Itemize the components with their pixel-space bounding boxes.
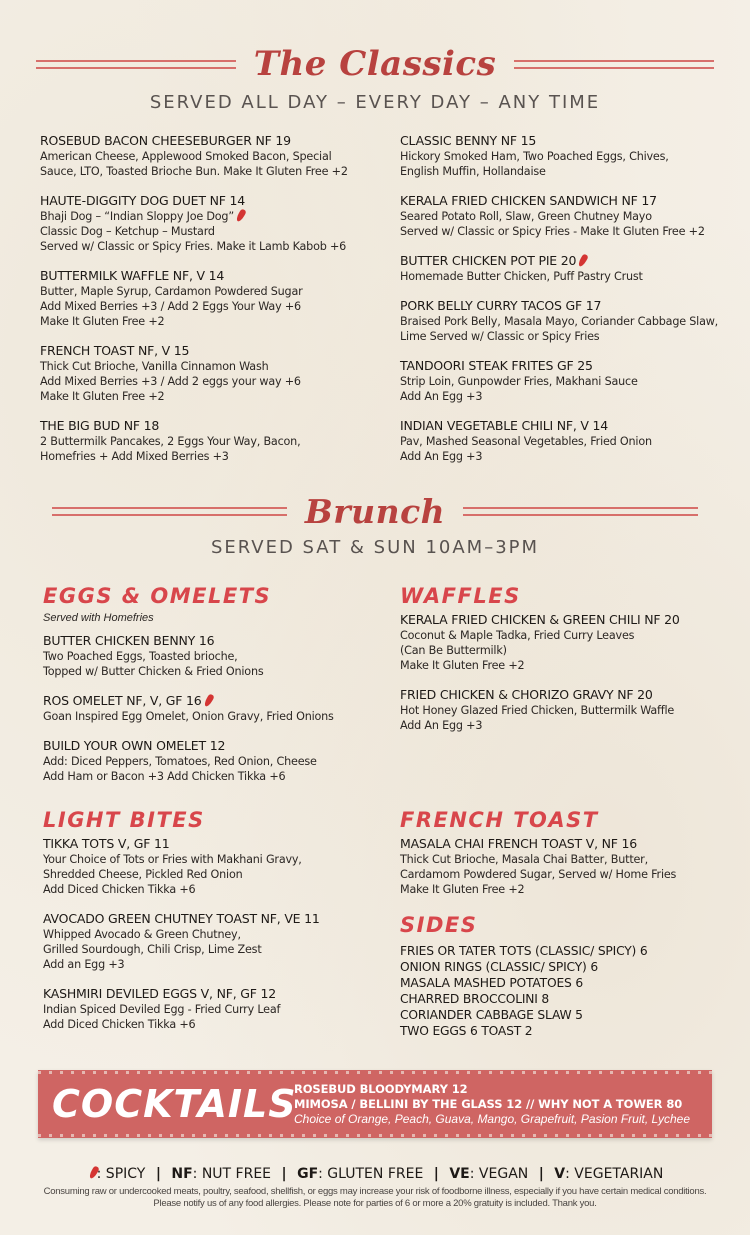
- item-desc: Make It Gluten Free +2: [400, 659, 525, 672]
- item-desc: Sauce, LTO, Toasted Brioche Bun. Make It Gluten Free +2: [40, 165, 348, 178]
- cocktail-flavors: Choice of Orange, Peach, Guava, Mango, Grapefruit, Pasion Fruit, Lychee: [294, 1111, 690, 1126]
- item-desc: Hickory Smoked Ham, Two Poached Eggs, Chives,: [400, 150, 669, 163]
- legend-spicy: : SPICY: [96, 1166, 146, 1182]
- item-desc: Goan Inspired Egg Omelet, Onion Gravy, Fried Onions: [43, 710, 334, 723]
- item-desc: American Cheese, Applewood Smoked Bacon, Special: [40, 150, 332, 163]
- classics-header: [0, 44, 750, 113]
- item-name: BUILD YOUR OWN OMELET 12: [43, 738, 226, 753]
- item-desc: Cardamom Powdered Sugar, Served w/ Home Fries: [400, 868, 677, 881]
- item-desc: Classic Dog – Ketchup – Mustard: [40, 225, 215, 238]
- legend-code-gf: GF: [297, 1166, 319, 1182]
- menu-item: [400, 687, 745, 733]
- menu-item: [43, 738, 388, 784]
- classics-subtitle: SERVED ALL DAY – EVERY DAY – ANY TIME: [149, 92, 601, 113]
- menu-item: [400, 253, 745, 284]
- brunch-header: [0, 492, 750, 558]
- legend-label-gf: : GLUTEN FREE: [318, 1166, 424, 1182]
- menu-item: [40, 268, 385, 329]
- item-name: BUTTERMILK WAFFLE NF, V 14: [40, 268, 225, 283]
- sides-section: [400, 913, 745, 1039]
- menu-item: [40, 418, 385, 464]
- legend-label-ve: : VEGAN: [469, 1166, 529, 1182]
- legend-separator: |: [155, 1166, 161, 1182]
- menu-item: [43, 693, 388, 724]
- category-title: FRENCH TOAST: [400, 808, 599, 832]
- menu-item: [40, 133, 385, 179]
- item-name: [43, 693, 388, 709]
- item-desc: Shredded Cheese, Pickled Red Onion: [43, 868, 243, 881]
- menu-item: [400, 418, 745, 464]
- menu-item: [400, 358, 745, 404]
- category-title: LIGHT BITES: [43, 808, 205, 832]
- item-desc: Coconut & Maple Tadka, Fried Curry Leaves: [400, 629, 635, 642]
- item-desc: Indian Spiced Deviled Egg - Fried Curry Leaf: [43, 1003, 281, 1016]
- item-name: KASHMIRI DEVILED EGGS V, NF, GF 12: [43, 986, 277, 1001]
- category-title: EGGS & OMELETS: [43, 584, 272, 608]
- item-desc-text: Bhaji Dog – “Indian Sloppy Joe Dog”: [40, 210, 234, 223]
- chili-pepper-icon: [577, 253, 589, 267]
- item-name: [400, 253, 745, 269]
- item-name-text: ROS OMELET NF, V, GF 16: [43, 693, 202, 708]
- item-desc: Served w/ Classic or Spicy Fries. Make it Lamb Kabob +6: [40, 240, 347, 253]
- item-name: FRENCH TOAST NF, V 15: [40, 343, 190, 358]
- brunch-subtitle: SERVED SAT & SUN 10AM–3PM: [210, 537, 540, 558]
- menu-item: [400, 836, 745, 897]
- brunch-title: Brunch: [304, 492, 446, 531]
- side-item: MASALA MASHED POTATOES 6: [400, 976, 583, 990]
- decorative-rule-right: [514, 60, 714, 69]
- item-name: TIKKA TOTS V, GF 11: [43, 836, 170, 851]
- item-desc: Add Diced Chicken Tikka +6: [43, 1018, 196, 1031]
- item-desc: Add Mixed Berries +3 / Add 2 eggs your way +6: [40, 375, 301, 388]
- item-name: PORK BELLY CURRY TACOS GF 17: [400, 298, 602, 313]
- item-name-text: BUTTER CHICKEN POT PIE 20: [400, 253, 577, 268]
- item-desc: [40, 209, 385, 224]
- side-item: TWO EGGS 6 TOAST 2: [400, 1024, 533, 1038]
- cocktails-banner: [38, 1070, 712, 1138]
- item-desc: Thick Cut Brioche, Vanilla Cinnamon Wash: [40, 360, 269, 373]
- legend-label-nf: : NUT FREE: [192, 1166, 272, 1182]
- item-desc: Grilled Sourdough, Chili Crisp, Lime Zest: [43, 943, 262, 956]
- classics-right-column: [400, 133, 745, 478]
- item-desc: Make It Gluten Free +2: [40, 315, 165, 328]
- item-desc: Hot Honey Glazed Fried Chicken, Buttermilk Waffle: [400, 704, 675, 717]
- item-name: MASALA CHAI FRENCH TOAST V, NF 16: [400, 836, 638, 851]
- item-desc: Braised Pork Belly, Masala Mayo, Coriander Cabbage Slaw,: [400, 315, 719, 328]
- menu-item: [40, 193, 385, 254]
- menu-item: [400, 612, 745, 673]
- menu-item: [43, 633, 388, 679]
- item-name: INDIAN VEGETABLE CHILI NF, V 14: [400, 418, 609, 433]
- menu-item: [43, 986, 388, 1032]
- item-desc: Whipped Avocado & Green Chutney,: [43, 928, 241, 941]
- disclaimer-line: Please notify us of any food allergies. Please note for parties of 6 or more a 20% gratuity is included. Thank you.: [153, 1198, 597, 1209]
- item-name: ROSEBUD BACON CHEESEBURGER NF 19: [40, 133, 291, 148]
- item-desc: 2 Buttermilk Pancakes, 2 Eggs Your Way, Bacon,: [40, 435, 301, 448]
- legend-code-v: V: [554, 1166, 566, 1182]
- item-desc: Seared Potato Roll, Slaw, Green Chutney Mayo: [400, 210, 652, 223]
- menu-item: [43, 836, 388, 897]
- item-desc: (Can Be Buttermilk): [400, 644, 507, 657]
- item-desc: Thick Cut Brioche, Masala Chai Batter, Butter,: [400, 853, 648, 866]
- item-desc: Make It Gluten Free +2: [400, 883, 525, 896]
- side-item: CHARRED BROCCOLINI 8: [400, 992, 550, 1006]
- category-title: WAFFLES: [400, 584, 521, 608]
- item-name: KERALA FRIED CHICKEN SANDWICH NF 17: [400, 193, 657, 208]
- cocktails-title: COCKTAILS: [52, 1082, 297, 1126]
- item-name: FRIED CHICKEN & CHORIZO GRAVY NF 20: [400, 687, 653, 702]
- cocktails-list: [294, 1082, 690, 1127]
- decorative-rule-right: [463, 507, 698, 516]
- item-desc: Served w/ Classic or Spicy Fries - Make It Gluten Free +2: [400, 225, 705, 238]
- side-item: CORIANDER CABBAGE SLAW 5: [400, 1008, 583, 1022]
- light-bites-section: [43, 808, 388, 1046]
- item-desc: Butter, Maple Syrup, Cardamon Powdered Sugar: [40, 285, 303, 298]
- item-desc: Pav, Mashed Seasonal Vegetables, Fried Onion: [400, 435, 652, 448]
- item-desc: Add Diced Chicken Tikka +6: [43, 883, 196, 896]
- item-desc: Add An Egg +3: [400, 719, 483, 732]
- item-desc: Two Poached Eggs, Toasted brioche,: [43, 650, 238, 663]
- dietary-legend: [0, 1166, 750, 1182]
- item-desc: Add: Diced Peppers, Tomatoes, Red Onion, Cheese: [43, 755, 317, 768]
- legend-label-v: : VEGETARIAN: [565, 1166, 664, 1182]
- cocktail-item: MIMOSA / BELLINI BY THE GLASS 12 // WHY NOT A TOWER 80: [294, 1096, 683, 1111]
- item-name: KERALA FRIED CHICKEN & GREEN CHILI NF 20: [400, 612, 680, 627]
- item-desc: Make It Gluten Free +2: [40, 390, 165, 403]
- side-item: ONION RINGS (CLASSIC/ SPICY) 6: [400, 960, 598, 974]
- item-name: CLASSIC BENNY NF 15: [400, 133, 537, 148]
- french-toast-section: [400, 808, 745, 911]
- item-desc: Lime Served w/ Classic or Spicy Fries: [400, 330, 600, 343]
- menu-item: [400, 133, 745, 179]
- item-name: BUTTER CHICKEN BENNY 16: [43, 633, 215, 648]
- decorative-rule-left: [36, 60, 236, 69]
- decorative-rule-left: [52, 507, 287, 516]
- menu-item: [43, 911, 388, 972]
- item-desc: English Muffin, Hollandaise: [400, 165, 546, 178]
- classics-left-column: [40, 133, 385, 478]
- menu-item: [400, 298, 745, 344]
- item-desc: Add Ham or Bacon +3 Add Chicken Tikka +6: [43, 770, 286, 783]
- legend-separator: |: [538, 1166, 544, 1182]
- item-desc: Homefries + Add Mixed Berries +3: [40, 450, 229, 463]
- category-title: SIDES: [400, 913, 478, 937]
- item-name: TANDOORI STEAK FRITES GF 25: [400, 358, 593, 373]
- item-name: THE BIG BUD NF 18: [40, 418, 160, 433]
- item-desc: Topped w/ Butter Chicken & Fried Onions: [43, 665, 264, 678]
- item-desc: Add an Egg +3: [43, 958, 125, 971]
- category-note: Served with Homefries: [43, 612, 154, 624]
- item-desc: Strip Loin, Gunpowder Fries, Makhani Sauce: [400, 375, 638, 388]
- item-name: AVOCADO GREEN CHUTNEY TOAST NF, VE 11: [43, 911, 320, 926]
- classics-title: The Classics: [253, 44, 497, 84]
- item-desc: Add An Egg +3: [400, 450, 483, 463]
- item-desc: Your Choice of Tots or Fries with Makhani Gravy,: [43, 853, 302, 866]
- legend-separator: |: [433, 1166, 439, 1182]
- eggs-omelets-section: [43, 584, 388, 798]
- item-desc: Add Mixed Berries +3 / Add 2 Eggs Your Way +6: [40, 300, 301, 313]
- legend-separator: |: [281, 1166, 287, 1182]
- legend-code-nf: NF: [171, 1166, 193, 1182]
- item-desc: Add An Egg +3: [400, 390, 483, 403]
- disclaimer-line: Consuming raw or undercooked meats, poultry, seafood, shellfish, or eggs may increase your risk of foodborne illness, especially if you have certain medical conditions.: [43, 1186, 707, 1197]
- menu-item: [400, 193, 745, 239]
- waffles-section: [400, 584, 745, 747]
- chili-pepper-icon: [235, 208, 247, 222]
- cocktail-item: ROSEBUD BLOODYMARY 12: [294, 1081, 468, 1096]
- disclaimer: [0, 1186, 750, 1210]
- menu-item: [40, 343, 385, 404]
- chili-pepper-icon: [203, 693, 215, 707]
- item-name: HAUTE-DIGGITY DOG DUET NF 14: [40, 193, 245, 208]
- legend-code-ve: VE: [449, 1166, 470, 1182]
- item-desc: Homemade Butter Chicken, Puff Pastry Crust: [400, 270, 643, 283]
- side-item: FRIES OR TATER TOTS (CLASSIC/ SPICY) 6: [400, 944, 648, 958]
